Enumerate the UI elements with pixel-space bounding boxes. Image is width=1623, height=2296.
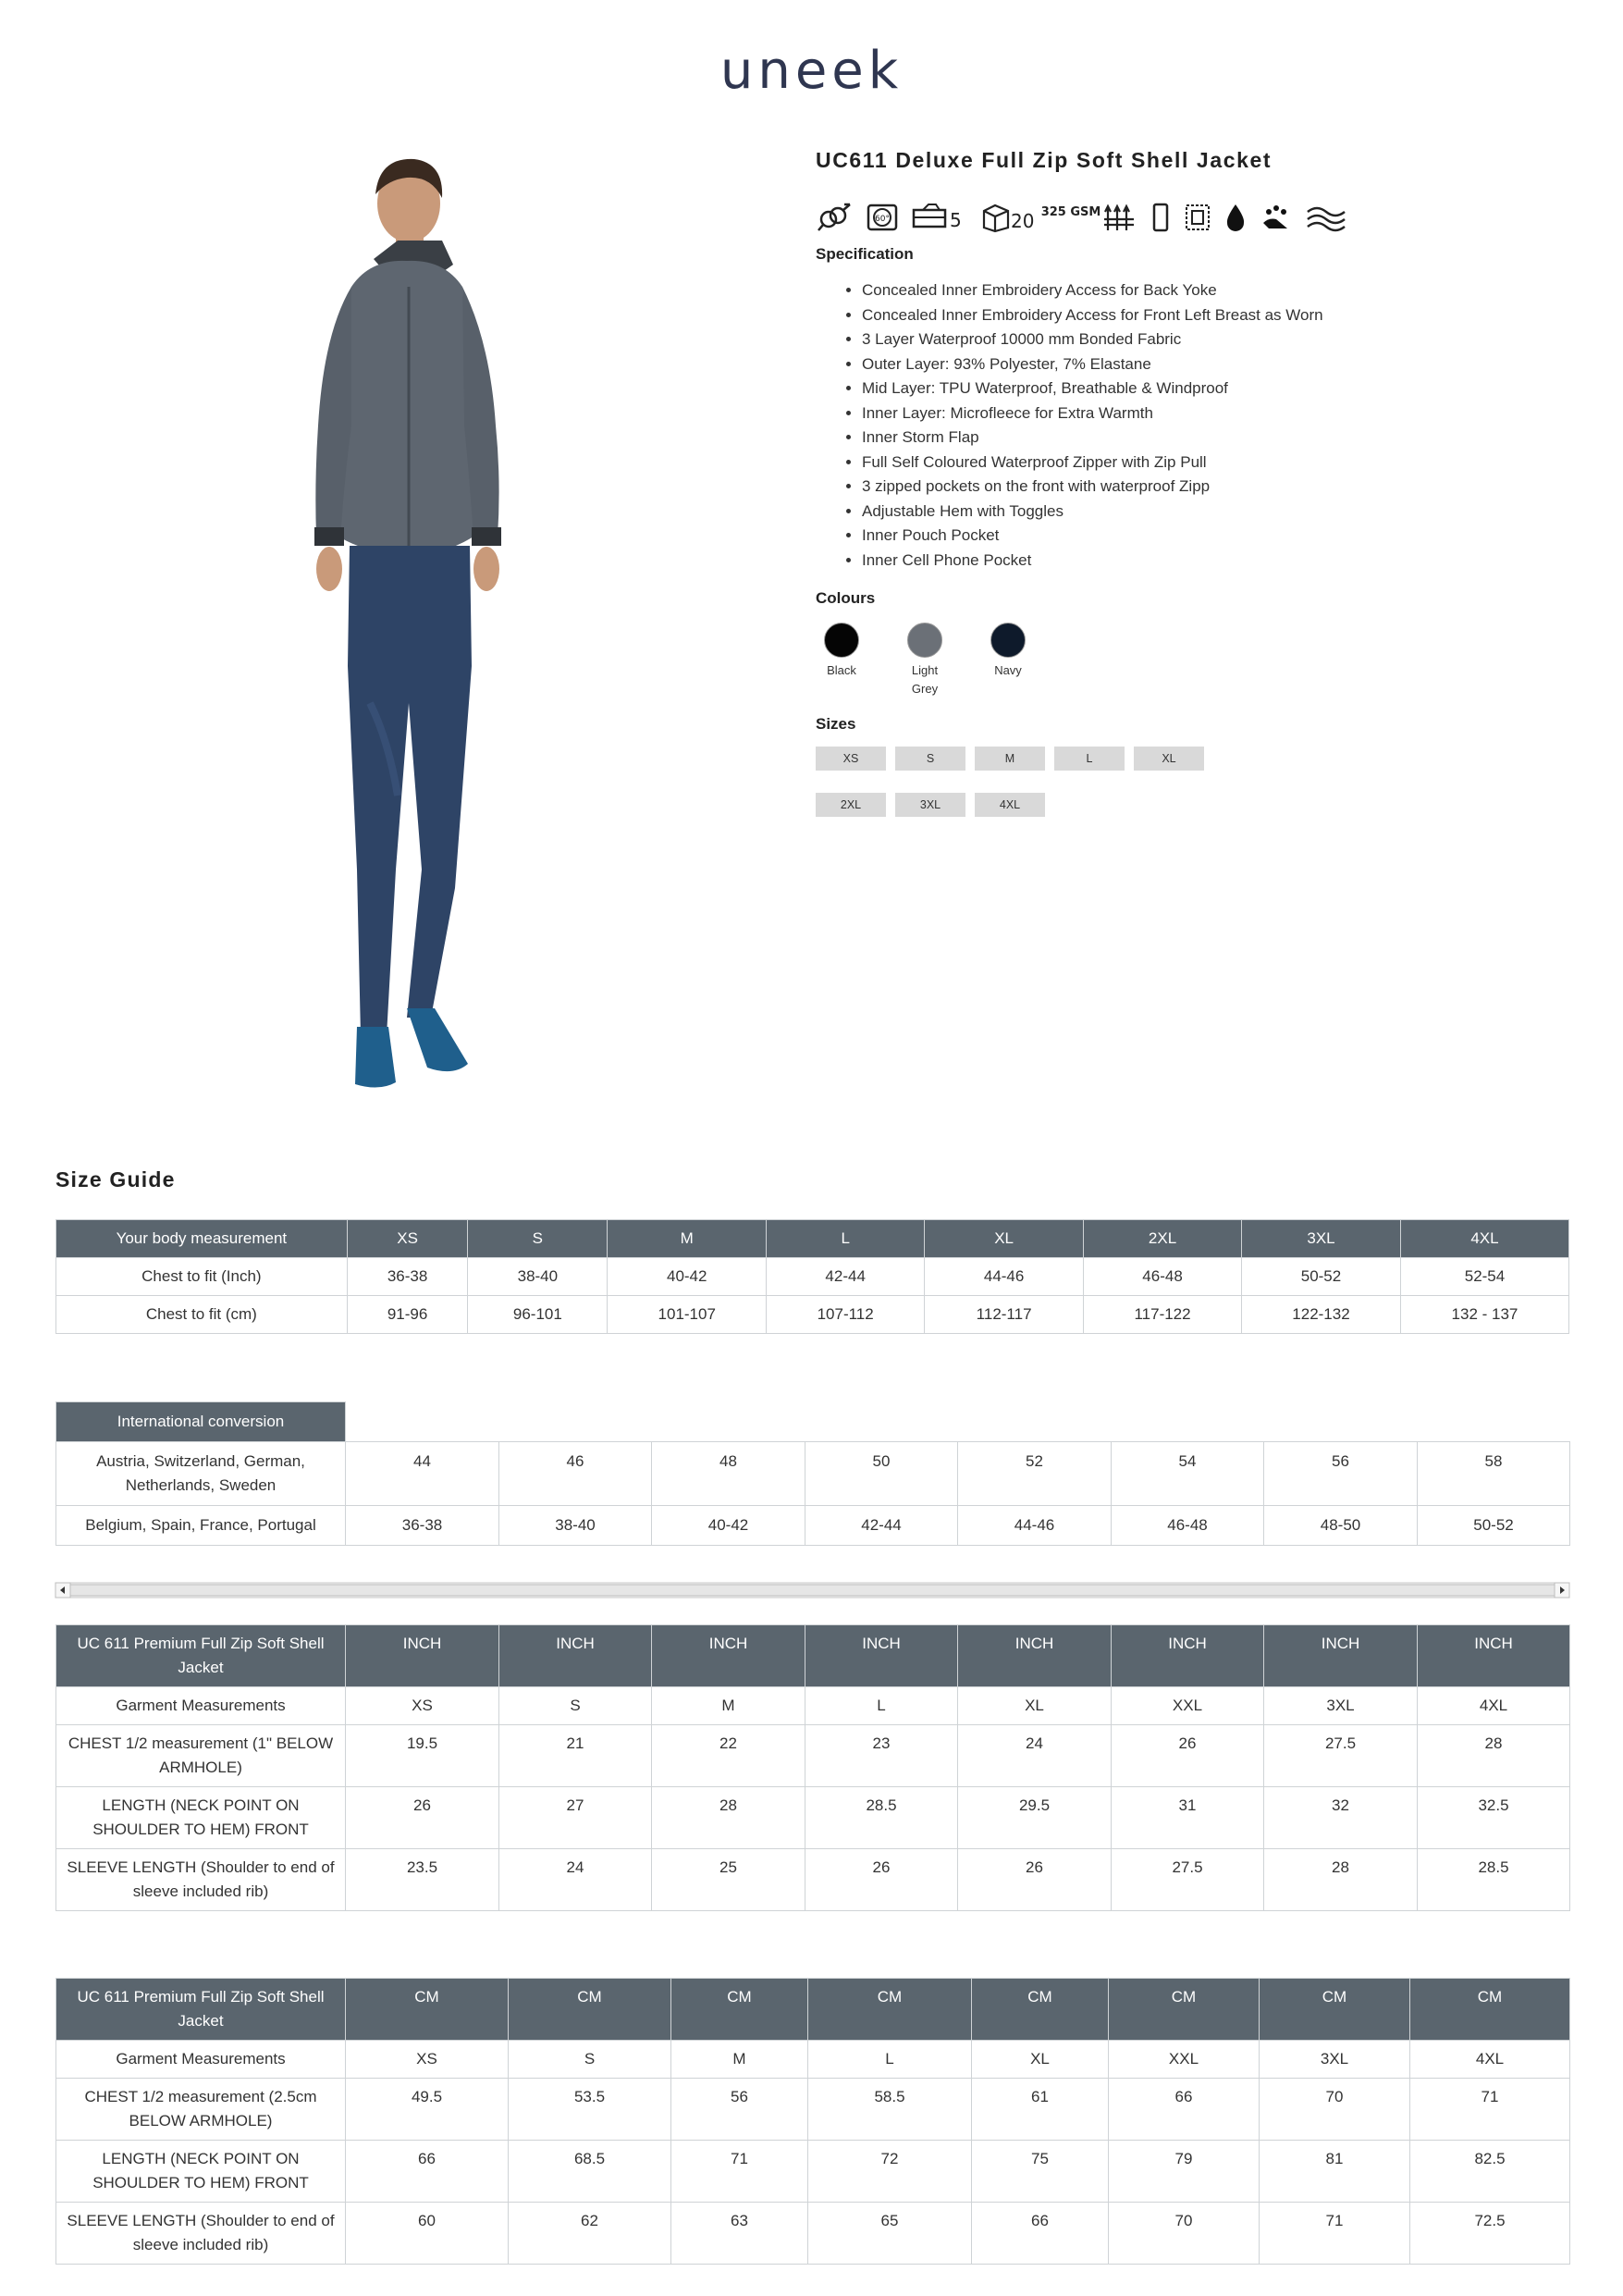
table-cell: 58 — [1418, 1442, 1570, 1506]
table-header-cell: CM — [808, 1979, 972, 2041]
table-cell: 50 — [805, 1442, 958, 1506]
table-cell: 48-50 — [1264, 1506, 1418, 1546]
table-cell: 66 — [1109, 2079, 1260, 2141]
table-cell: 28.5 — [1418, 1849, 1570, 1911]
spec-item: • 3 zipped pockets on the front with waterproof Zipp — [862, 475, 1574, 500]
spec-item: • Outer Layer: 93% Polyester, 7% Elastane — [862, 352, 1574, 377]
unisex-icon — [816, 202, 853, 233]
table-cell: 52 — [958, 1442, 1112, 1506]
gsm-text: 325 GSM — [1040, 205, 1101, 219]
table-cell: 60 — [346, 2203, 509, 2265]
row-label: Austria, Switzerland, German, Netherlands, Sweden — [56, 1442, 346, 1506]
size-button-xl[interactable]: XL — [1134, 747, 1204, 771]
table-cell: XS — [346, 2041, 509, 2079]
colour-swatch-light-grey[interactable] — [904, 623, 945, 698]
table-cell: 19.5 — [346, 1725, 499, 1787]
colour-dot[interactable] — [990, 623, 1026, 658]
table-cell: 91-96 — [347, 1296, 468, 1334]
table-header-cell: M — [608, 1220, 767, 1258]
table-cell: 28.5 — [805, 1787, 958, 1849]
row-label: CHEST 1/2 measurement (1" BELOW ARMHOLE) — [56, 1725, 346, 1787]
table-cell: 3XL — [1260, 2041, 1410, 2079]
table-cell: 56 — [671, 2079, 808, 2141]
table-cell: 22 — [652, 1725, 805, 1787]
spec-item: • Inner Cell Phone Pocket — [862, 549, 1574, 574]
table-cell: 28 — [1264, 1849, 1418, 1911]
table-cell: XXL — [1109, 2041, 1260, 2079]
table-header-cell: CM — [671, 1979, 808, 2041]
table-cell: 72.5 — [1410, 2203, 1570, 2265]
size-buttons — [816, 747, 1574, 817]
table-cell: 26 — [1112, 1725, 1264, 1787]
table-cell: 132 - 137 — [1400, 1296, 1568, 1334]
table-header-label: UC 611 Premium Full Zip Soft Shell Jacket — [56, 1979, 346, 2041]
table-cell: XXL — [1112, 1687, 1264, 1725]
table-cell: 71 — [671, 2141, 808, 2203]
table-header-cell: INCH — [652, 1625, 805, 1687]
table-cell: 28 — [652, 1787, 805, 1849]
colour-dot[interactable] — [824, 623, 859, 658]
table-row — [56, 1687, 1570, 1725]
table-cell: 26 — [346, 1787, 499, 1849]
size-button-3xl[interactable]: 3XL — [895, 793, 965, 817]
table-cell: L — [808, 2041, 972, 2079]
table-cell: 24 — [958, 1725, 1112, 1787]
horizontal-scrollbar[interactable] — [55, 1583, 1569, 1598]
table-cell: 101-107 — [608, 1296, 767, 1334]
table-cell: 54 — [1112, 1442, 1264, 1506]
table-cell: XS — [346, 1687, 499, 1725]
table-cell: 32 — [1264, 1787, 1418, 1849]
phone-pocket-icon — [1150, 202, 1171, 233]
table-header-cell: CM — [346, 1979, 509, 2041]
specification-list — [862, 278, 1574, 573]
table-cell: 42-44 — [767, 1258, 925, 1296]
table-cell: 38-40 — [499, 1506, 652, 1546]
table-row — [56, 1442, 1570, 1506]
hand-water-icon — [1260, 202, 1293, 233]
table-cell: 44-46 — [958, 1506, 1112, 1546]
table-cell: XL — [972, 2041, 1109, 2079]
table-header-cell: XL — [925, 1220, 1084, 1258]
table-cell: 36-38 — [346, 1506, 499, 1546]
table-header-cell: 4XL — [1400, 1220, 1568, 1258]
table-cell: 29.5 — [958, 1787, 1112, 1849]
table-cell: 68.5 — [509, 2141, 671, 2203]
table-cell: M — [652, 1687, 805, 1725]
table-header-cell: INCH — [1418, 1625, 1570, 1687]
table-cell: S — [509, 2041, 671, 2079]
garment-cm-table — [55, 1978, 1570, 2265]
table-cell: 4XL — [1410, 2041, 1570, 2079]
table-cell: 46-48 — [1084, 1258, 1242, 1296]
table-cell: 79 — [1109, 2141, 1260, 2203]
table-cell: 44 — [346, 1442, 499, 1506]
table-cell: 96-101 — [468, 1296, 608, 1334]
table-cell: 23.5 — [346, 1849, 499, 1911]
table-cell: 72 — [808, 2141, 972, 2203]
table-header-cell: CM — [509, 1979, 671, 2041]
table-cell: 65 — [808, 2203, 972, 2265]
brand-logo: uneek — [719, 41, 904, 101]
sizes-heading: Sizes — [816, 715, 856, 733]
table-row — [56, 2079, 1570, 2141]
table-cell: 52-54 — [1400, 1258, 1568, 1296]
table-row — [56, 1258, 1569, 1296]
table-header-cell: INCH — [1264, 1625, 1418, 1687]
table-header-cell: CM — [1260, 1979, 1410, 2041]
table-cell: 32.5 — [1418, 1787, 1570, 1849]
colour-dot[interactable] — [907, 623, 942, 658]
table-header-label: UC 611 Premium Full Zip Soft Shell Jacket — [56, 1625, 346, 1687]
feature-icons — [816, 199, 1574, 236]
table-cell: 25 — [652, 1849, 805, 1911]
table-cell: 122-132 — [1242, 1296, 1401, 1334]
table-cell: 4XL — [1418, 1687, 1570, 1725]
table-header-cell: 2XL — [1084, 1220, 1242, 1258]
colour-label: Light Grey — [911, 663, 939, 696]
row-label: SLEEVE LENGTH (Shoulder to end of sleeve included rib) — [56, 2203, 346, 2265]
table-cell: 44-46 — [925, 1258, 1084, 1296]
spec-item: • Mid Layer: TPU Waterproof, Breathable & Windproof — [862, 376, 1574, 401]
colour-label: Navy — [994, 663, 1022, 677]
table-cell: 23 — [805, 1725, 958, 1787]
pack-count: 5 — [950, 209, 962, 231]
table-cell: 38-40 — [468, 1258, 608, 1296]
size-button-l[interactable]: L — [1054, 747, 1125, 771]
table-cell: 53.5 — [509, 2079, 671, 2141]
table-cell: 71 — [1410, 2079, 1570, 2141]
table-cell: 48 — [652, 1442, 805, 1506]
size-button-xs[interactable]: XS — [816, 747, 886, 771]
table-header-cell: INCH — [805, 1625, 958, 1687]
table-cell: 56 — [1264, 1442, 1418, 1506]
size-button-m[interactable]: M — [975, 747, 1045, 771]
table-row — [56, 1849, 1570, 1911]
table-header-cell: XS — [347, 1220, 468, 1258]
spec-item: • 3 Layer Waterproof 10000 mm Bonded Fabric — [862, 327, 1574, 352]
table-cell: 27.5 — [1112, 1849, 1264, 1911]
table-row — [56, 1787, 1570, 1849]
windproof-icon — [1306, 202, 1346, 233]
spec-item: • Full Self Coloured Waterproof Zipper with Zip Pull — [862, 451, 1574, 475]
breathable-icon — [1102, 202, 1137, 233]
table-cell: 66 — [972, 2203, 1109, 2265]
table-cell: 70 — [1109, 2203, 1260, 2265]
table-header-cell: CM — [1410, 1979, 1570, 2041]
wash-60-icon — [866, 202, 899, 233]
table-cell: 40-42 — [608, 1258, 767, 1296]
row-label: Chest to fit (cm) — [56, 1296, 348, 1334]
box-count: 20 — [1011, 210, 1035, 232]
row-label: LENGTH (NECK POINT ON SHOULDER TO HEM) FRONT — [56, 1787, 346, 1849]
embroidery-icon — [1184, 202, 1211, 233]
table-cell: 63 — [671, 2203, 808, 2265]
table-header-cell: CM — [1109, 1979, 1260, 2041]
table-header-label: Your body measurement — [56, 1220, 348, 1258]
table-cell: 42-44 — [805, 1506, 958, 1546]
table-row — [56, 1506, 1570, 1546]
colour-swatch-black[interactable] — [821, 623, 862, 698]
table-row — [56, 1296, 1569, 1334]
table-row — [56, 2041, 1570, 2079]
spec-item: • Inner Storm Flap — [862, 426, 1574, 451]
conversion-header-blank — [346, 1402, 1570, 1442]
size-button-2xl[interactable]: 2XL — [816, 793, 886, 817]
colour-label: Black — [827, 663, 856, 677]
table-cell: 112-117 — [925, 1296, 1084, 1334]
table-cell: 24 — [499, 1849, 652, 1911]
row-label: Chest to fit (Inch) — [56, 1258, 348, 1296]
table-cell: 107-112 — [767, 1296, 925, 1334]
table-row — [56, 2203, 1570, 2265]
table-cell: 58.5 — [808, 2079, 972, 2141]
table-cell: 28 — [1418, 1725, 1570, 1787]
row-label: LENGTH (NECK POINT ON SHOULDER TO HEM) FRONT — [56, 2141, 346, 2203]
table-cell: 31 — [1112, 1787, 1264, 1849]
table-header-cell: INCH — [346, 1625, 499, 1687]
box-icon — [980, 202, 1039, 233]
table-row — [56, 1725, 1570, 1787]
row-label: CHEST 1/2 measurement (2.5cm BELOW ARMHOLE) — [56, 2079, 346, 2141]
spec-item: • Adjustable Hem with Toggles — [862, 500, 1574, 525]
table-cell: 3XL — [1264, 1687, 1418, 1725]
product-details — [816, 148, 1574, 817]
spec-item: • Concealed Inner Embroidery Access for Front Left Breast as Worn — [862, 303, 1574, 328]
table-header-cell: INCH — [958, 1625, 1112, 1687]
table-cell: 50-52 — [1242, 1258, 1401, 1296]
table-row — [56, 2141, 1570, 2203]
body-measurement-table — [55, 1219, 1569, 1334]
table-cell: XL — [958, 1687, 1112, 1725]
table-cell: 75 — [972, 2141, 1109, 2203]
spec-item: • Concealed Inner Embroidery Access for Back Yoke — [862, 278, 1574, 303]
size-button-4xl[interactable]: 4XL — [975, 793, 1045, 817]
table-cell: 62 — [509, 2203, 671, 2265]
product-title: UC611 Deluxe Full Zip Soft Shell Jacket — [816, 148, 1273, 172]
size-button-s[interactable]: S — [895, 747, 965, 771]
pack-icon — [912, 202, 967, 233]
waterproof-icon — [1224, 202, 1247, 233]
table-cell: 49.5 — [346, 2079, 509, 2141]
conversion-header: International conversion — [56, 1402, 346, 1442]
international-conversion-table — [55, 1401, 1570, 1546]
table-cell: 71 — [1260, 2203, 1410, 2265]
table-cell: 27 — [499, 1787, 652, 1849]
table-cell: 61 — [972, 2079, 1109, 2141]
table-header-cell: INCH — [499, 1625, 652, 1687]
table-cell: 81 — [1260, 2141, 1410, 2203]
row-label: Garment Measurements — [56, 2041, 346, 2079]
colour-swatches — [821, 623, 1574, 698]
gsm-icon — [1040, 202, 1101, 233]
spec-item: • Inner Pouch Pocket — [862, 524, 1574, 549]
table-cell: 117-122 — [1084, 1296, 1242, 1334]
table-header-cell: CM — [972, 1979, 1109, 2041]
table-cell: 66 — [346, 2141, 509, 2203]
table-cell: 27.5 — [1264, 1725, 1418, 1787]
colours-heading: Colours — [816, 589, 876, 607]
table-cell: 82.5 — [1410, 2141, 1570, 2203]
table-cell: 40-42 — [652, 1506, 805, 1546]
row-label: Belgium, Spain, France, Portugal — [56, 1506, 346, 1546]
table-cell: M — [671, 2041, 808, 2079]
table-header-cell: L — [767, 1220, 925, 1258]
garment-inch-table — [55, 1624, 1570, 1911]
table-cell: S — [499, 1687, 652, 1725]
table-cell: 50-52 — [1418, 1506, 1570, 1546]
table-cell: 36-38 — [347, 1258, 468, 1296]
row-label: Garment Measurements — [56, 1687, 346, 1725]
table-header-cell: S — [468, 1220, 608, 1258]
table-cell: 26 — [805, 1849, 958, 1911]
colour-swatch-navy[interactable] — [988, 623, 1028, 698]
spec-item: • Inner Layer: Microfleece for Extra Warmth — [862, 401, 1574, 426]
table-cell: 46-48 — [1112, 1506, 1264, 1546]
row-label: SLEEVE LENGTH (Shoulder to end of sleeve included rib) — [56, 1849, 346, 1911]
table-cell: 46 — [499, 1442, 652, 1506]
table-cell: 26 — [958, 1849, 1112, 1911]
table-cell: 21 — [499, 1725, 652, 1787]
table-header-cell: INCH — [1112, 1625, 1264, 1687]
specification-heading: Specification — [816, 245, 914, 263]
table-cell: L — [805, 1687, 958, 1725]
table-header-cell: 3XL — [1242, 1220, 1401, 1258]
table-cell: 70 — [1260, 2079, 1410, 2141]
wash-60-text: 60° — [875, 215, 890, 224]
product-photo — [259, 148, 610, 1147]
size-guide-title: Size Guide — [55, 1167, 176, 1191]
